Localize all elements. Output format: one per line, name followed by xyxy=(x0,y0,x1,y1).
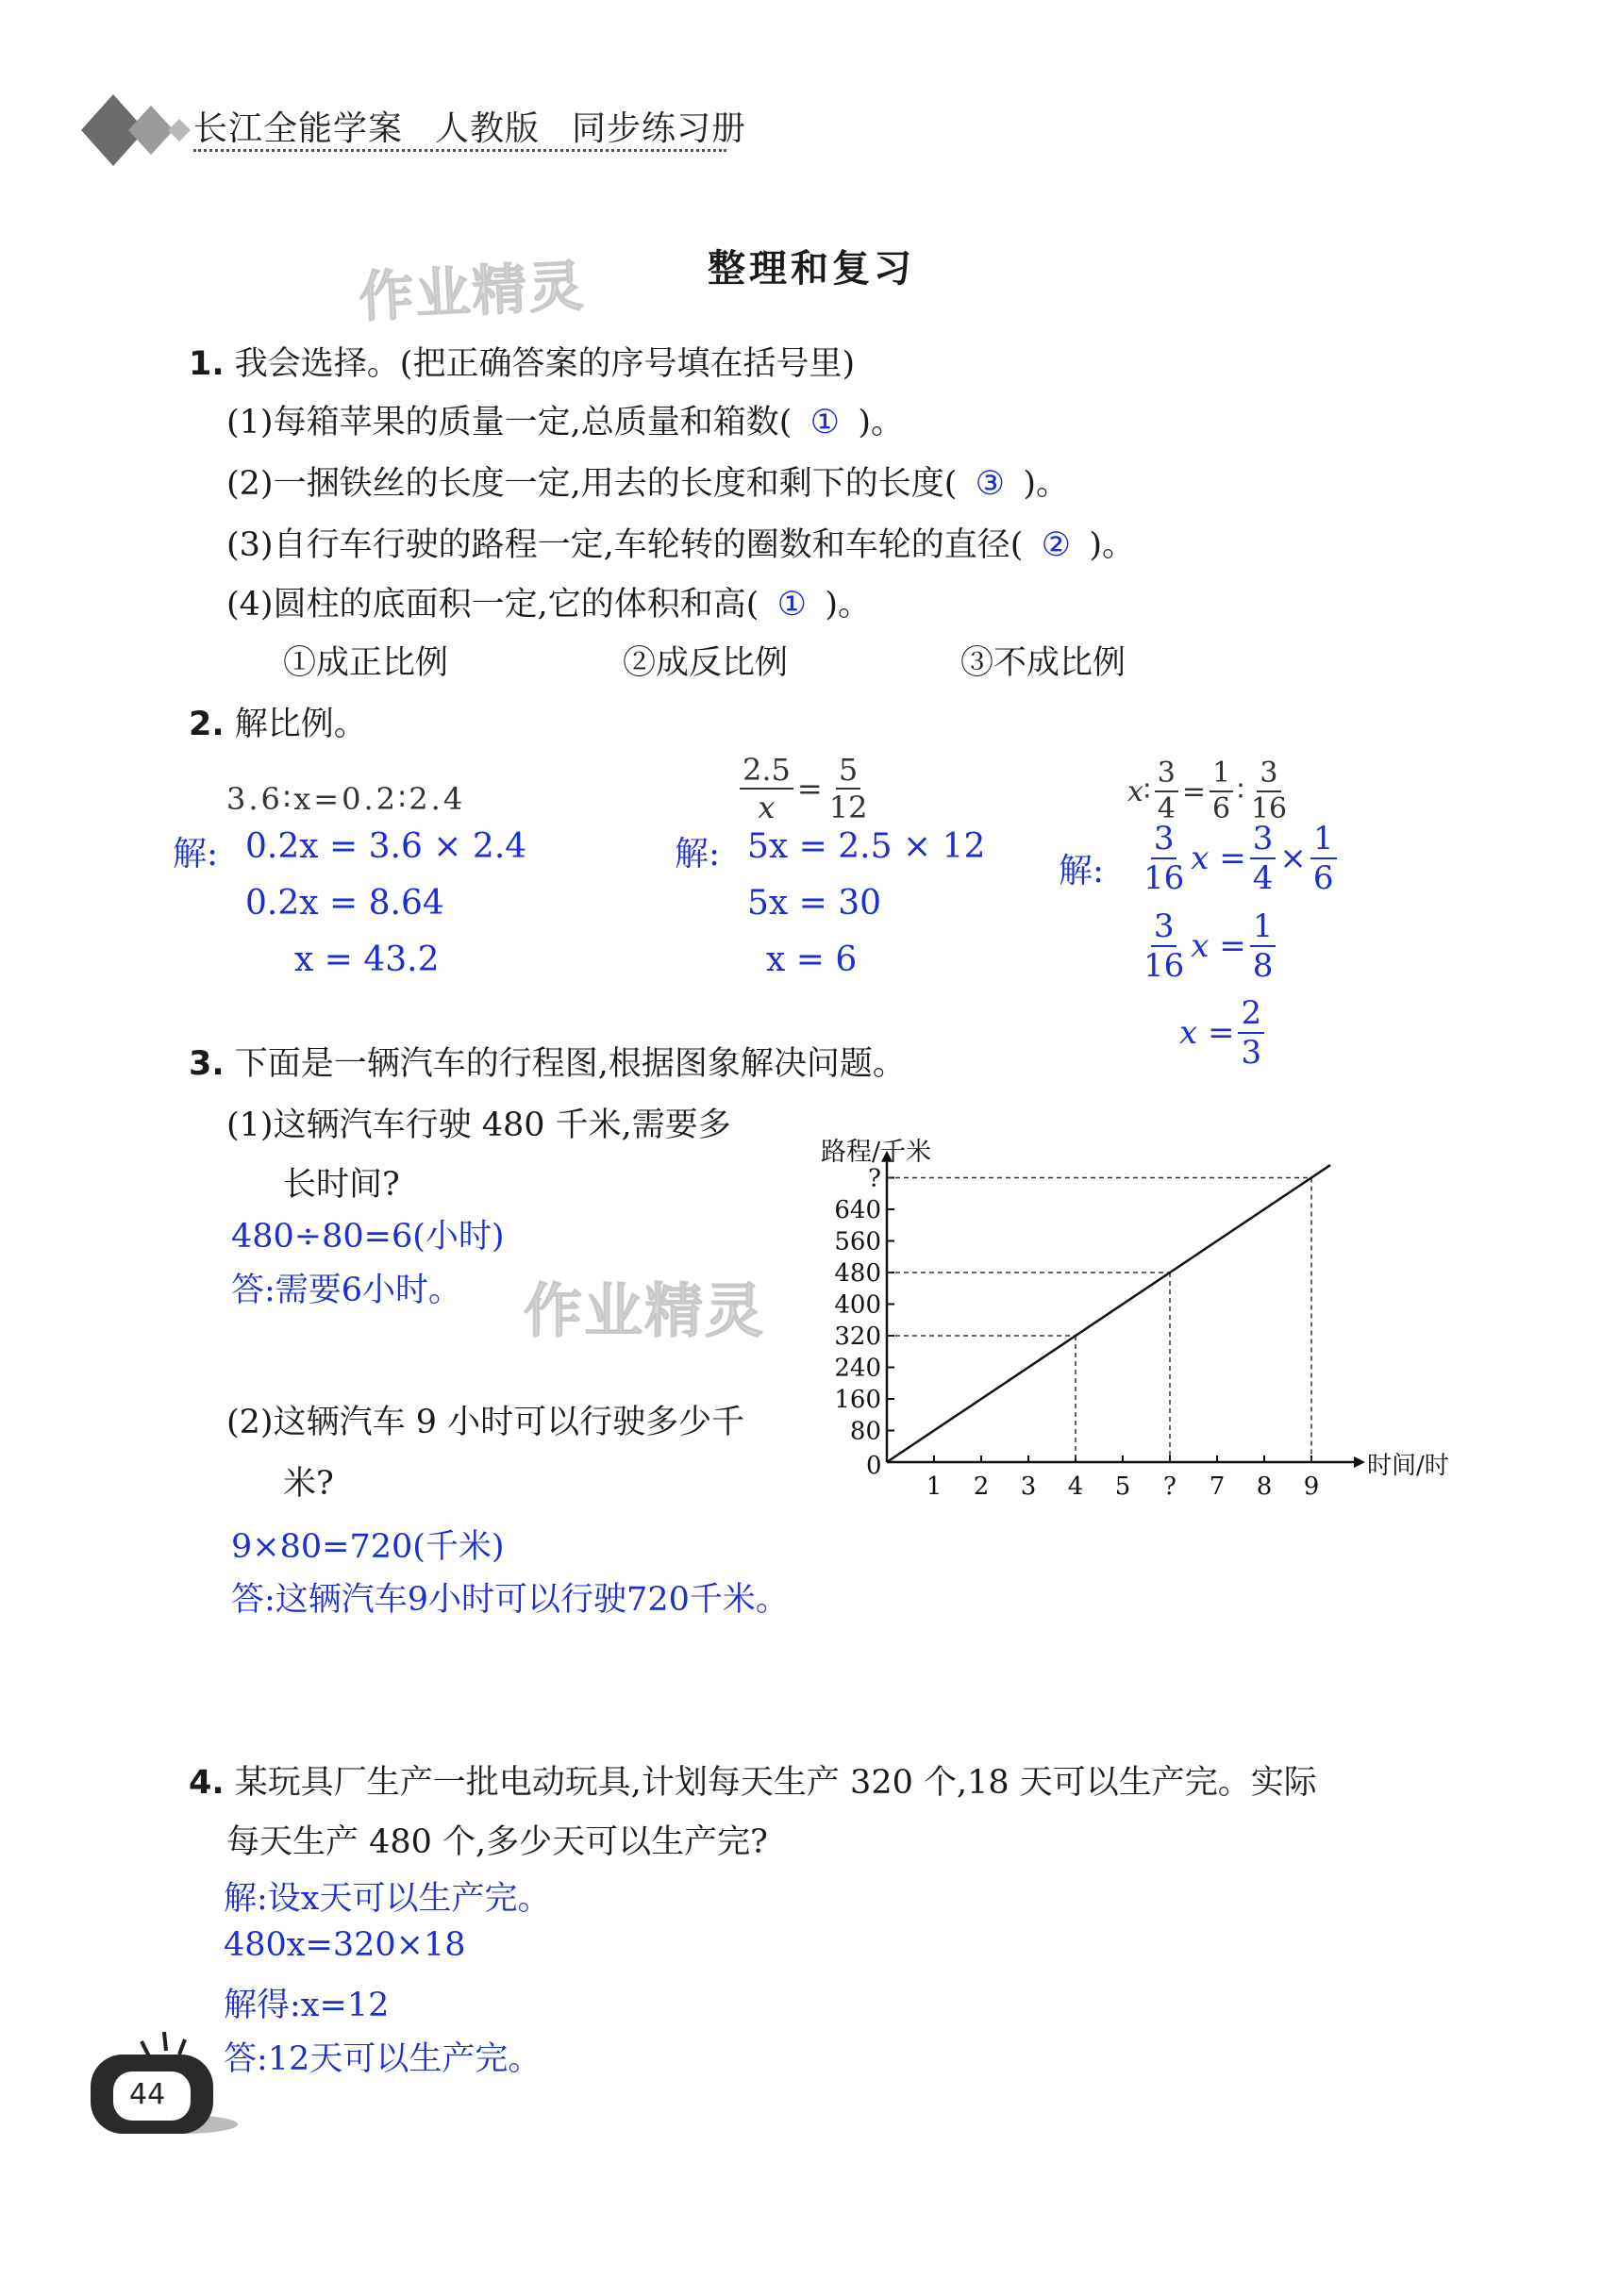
q2-p3-step2 xyxy=(1137,907,1279,985)
q3-sub2-ans2: 答:这辆汽车9小时可以行驶720千米。 xyxy=(231,1581,789,1619)
q3-number: 3. xyxy=(189,1045,225,1083)
q2-p2-line3: x = 6 xyxy=(766,940,858,979)
q2-p3-eq: = xyxy=(1181,774,1206,808)
q2-p2-line1: 5x = 2.5 × 12 xyxy=(747,827,986,866)
q2-p3-s3-mid: x = xyxy=(1179,1014,1235,1052)
q2-p3-s1-r1n: 3 xyxy=(1250,823,1277,859)
q2-p3-s1-r2d: 6 xyxy=(1312,859,1334,897)
q1-item-3-answer: ② xyxy=(1041,526,1072,564)
q2-p3-s2-rd: 8 xyxy=(1252,947,1274,985)
q1-item-2-answer: ③ xyxy=(975,465,1006,503)
header-divider xyxy=(193,149,726,152)
q1-option-3: ③不成比例 xyxy=(960,644,1126,682)
q1-prompt-text: 我会选择。(把正确答案的序号填在括号里) xyxy=(234,345,856,383)
q2-p3-a-num: 3 xyxy=(1155,759,1178,792)
q2-p3-colon1: ∶ xyxy=(1143,774,1151,808)
q2-p3-c-den: 16 xyxy=(1250,792,1288,825)
q1-item-3 xyxy=(226,519,1135,566)
q4-line1-text: 某玩具厂生产一批电动玩具,计划每天生产 320 个,18 天可以生产完。实际 xyxy=(234,1764,1317,1802)
q2-p2-problem xyxy=(736,752,874,825)
q2-p3-b-den: 6 xyxy=(1211,792,1231,825)
q1-item-2 xyxy=(226,458,1069,505)
q3-sub2-line1: (2)这辆汽车 9 小时可以行驶多少千 xyxy=(226,1404,745,1441)
q2-p1-line2: 0.2x = 8.64 xyxy=(245,884,444,923)
q2-p3-sol-label: 解: xyxy=(1059,852,1105,890)
q2-p2-rden: 12 xyxy=(828,790,868,825)
q2-p3-s2-den: 16 xyxy=(1143,947,1185,985)
q4-line2: 每天生产 480 个,多少天可以生产完? xyxy=(226,1823,768,1861)
q2-p3-b-num: 1 xyxy=(1210,759,1233,792)
q4-ans1: 解:设x天可以生产完。 xyxy=(224,1880,551,1918)
q2-p1-line3: x = 43.2 xyxy=(294,940,440,979)
q2-p3-problem xyxy=(1127,759,1293,824)
q1-item-2-end: )。 xyxy=(1023,465,1070,503)
x-tick-label: 7 xyxy=(1209,1472,1226,1500)
q1-item-1 xyxy=(226,396,904,443)
q4-line1 xyxy=(189,1756,1317,1804)
q4-ans4: 答:12天可以生产完。 xyxy=(224,2040,542,2078)
y-tick-label: 80 xyxy=(849,1417,881,1446)
x-tick-label: 4 xyxy=(1067,1472,1084,1500)
y-tick-label: 160 xyxy=(834,1386,881,1414)
q2-p2-sol-label: 解: xyxy=(675,835,721,873)
header-series: 长江全能学案 xyxy=(193,109,404,148)
q3-sub1-ans1: 480÷80=6(小时) xyxy=(231,1218,505,1256)
q1-item-1-end: )。 xyxy=(858,404,905,441)
y-tick-label: 400 xyxy=(834,1290,881,1320)
q2-p3-step1 xyxy=(1137,820,1341,897)
q2-prompt-text: 解比例。 xyxy=(234,706,367,743)
q2-p3-s2-num: 3 xyxy=(1151,910,1177,947)
header xyxy=(193,102,778,150)
q3-sub1-line1: (1)这辆汽车行驶 480 千米,需要多 xyxy=(226,1106,731,1144)
q3-sub2-ans1: 9×80=720(千米) xyxy=(231,1528,505,1566)
q2-p3-s1-r2n: 1 xyxy=(1310,823,1337,859)
q2-p3-a-den: 4 xyxy=(1157,792,1176,825)
q2-p3-s3-rn: 2 xyxy=(1238,997,1264,1034)
x-axis-arrow xyxy=(1354,1456,1365,1468)
q3-prompt xyxy=(189,1038,906,1085)
q2-p3-step3 xyxy=(1179,994,1268,1072)
q2-p3-s3-rd: 3 xyxy=(1241,1034,1262,1072)
q2-p3-s1-den: 16 xyxy=(1143,859,1185,897)
q3-prompt-text: 下面是一辆汽车的行程图,根据图象解决问题。 xyxy=(234,1045,906,1083)
page-title: 整理和复习 xyxy=(708,247,915,291)
q1-item-4-text: (4)圆柱的底面积一定,它的体积和高( xyxy=(226,586,759,624)
q3-sub2-line2: 米? xyxy=(283,1465,334,1503)
q1-item-4 xyxy=(226,578,871,625)
watermark-top: 作业精灵 xyxy=(357,253,587,330)
x-tick-label: 5 xyxy=(1114,1472,1131,1500)
q2-p2-den: x xyxy=(758,790,776,825)
q1-item-4-end: )。 xyxy=(825,586,872,624)
q1-item-2-text: (2)一捆铁丝的长度一定,用去的长度和剩下的长度( xyxy=(226,465,958,503)
q1-number: 1. xyxy=(189,345,225,383)
header-book: 同步练习册 xyxy=(572,109,747,148)
q2-p2-line2: 5x = 30 xyxy=(747,884,882,923)
header-diamond-logo xyxy=(74,92,206,168)
q2-p3-c-num: 3 xyxy=(1257,759,1280,792)
q2-p1-sol-label: 解: xyxy=(173,835,219,873)
q1-item-3-end: )。 xyxy=(1089,526,1136,564)
x-tick-label: 8 xyxy=(1256,1472,1273,1500)
q4-ans3: 解得:x=12 xyxy=(224,1987,390,2024)
page-number-tv-icon xyxy=(87,2026,247,2139)
q2-p3-s2-rn: 1 xyxy=(1250,910,1277,947)
y-axis-label: 路程/千米 xyxy=(821,1137,932,1167)
q1-item-1-text: (1)每箱苹果的质量一定,总质量和箱数( xyxy=(226,404,793,441)
q3-sub1-ans2: 答:需要6小时。 xyxy=(231,1272,462,1309)
y-tick-label: ? xyxy=(868,1164,881,1193)
q2-p3-s1-num: 3 xyxy=(1151,823,1177,859)
q2-p2-eq: = xyxy=(796,771,823,807)
q4-ans2: 480x=320×18 xyxy=(224,1926,466,1964)
q2-p3-colon2: ∶ xyxy=(1237,774,1244,808)
q2-number: 2. xyxy=(189,706,225,743)
q2-p3-s1-r1d: 4 xyxy=(1252,859,1274,897)
q1-option-1: ①成正比例 xyxy=(283,644,449,682)
q2-p1-problem: 3.6∶x=0.2∶2.4 xyxy=(226,781,466,817)
q2-p2-rnum: 5 xyxy=(836,755,860,790)
q2-p3-s2-mid: x = xyxy=(1191,927,1246,965)
page-number: 44 xyxy=(129,2078,166,2111)
y-tick-label: 480 xyxy=(834,1259,881,1288)
x-tick-label: 1 xyxy=(926,1472,943,1500)
q1-option-2: ②成反比例 xyxy=(623,644,789,682)
q2-p3-times: × xyxy=(1279,840,1307,877)
travel-chart xyxy=(821,1085,1462,1500)
header-edition: 人教版 xyxy=(435,109,541,148)
q1-item-3-text: (3)自行车行驶的路程一定,车轮转的圈数和车轮的直径( xyxy=(226,526,1024,564)
y-tick-label: 640 xyxy=(834,1196,881,1224)
y-tick-label: 560 xyxy=(834,1227,881,1256)
origin-label: 0 xyxy=(866,1452,882,1480)
x-tick-label: ? xyxy=(1163,1472,1176,1500)
y-tick-label: 320 xyxy=(834,1323,881,1351)
q2-p3-x: x xyxy=(1127,774,1143,808)
q2-p2-num: 2.5 xyxy=(740,755,793,790)
watermark-middle: 作业精灵 xyxy=(524,1276,766,1345)
q2-p1-line1: 0.2x = 3.6 × 2.4 xyxy=(245,827,527,866)
x-tick-label: 3 xyxy=(1020,1472,1037,1500)
x-tick-label: 9 xyxy=(1303,1472,1320,1500)
q2-prompt xyxy=(189,698,367,745)
y-tick-label: 240 xyxy=(834,1354,881,1383)
q3-sub1-line2: 长时间? xyxy=(283,1166,400,1204)
q1-item-4-answer: ① xyxy=(776,586,808,624)
q1-item-1-answer: ① xyxy=(809,404,841,441)
x-axis-label: 时间/时 xyxy=(1367,1452,1449,1480)
q2-p3-s1-mid: x = xyxy=(1191,840,1246,877)
q4-number: 4. xyxy=(189,1764,225,1802)
series-line xyxy=(887,1165,1330,1462)
q1-prompt xyxy=(189,338,855,385)
x-tick-label: 2 xyxy=(973,1472,990,1500)
